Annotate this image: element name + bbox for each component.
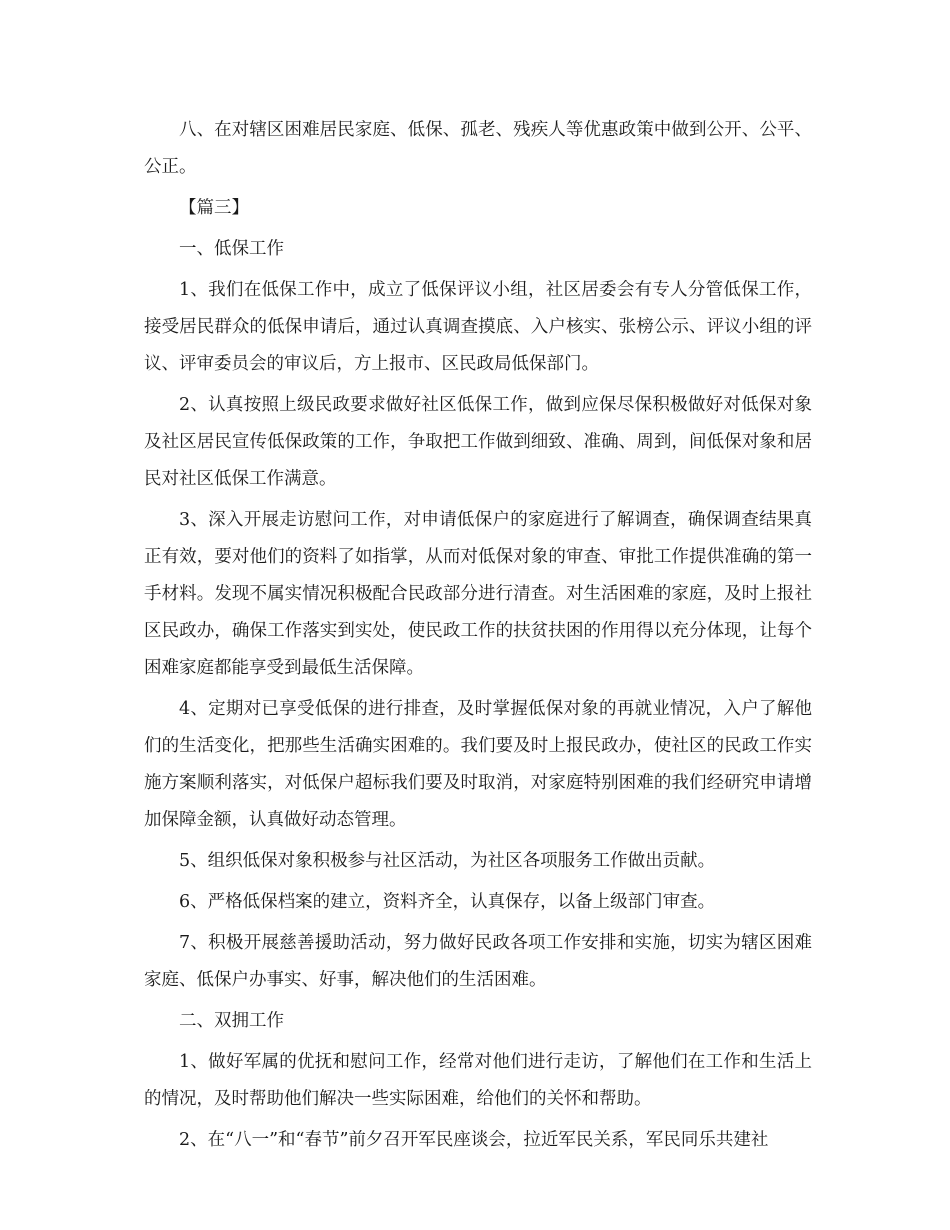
paragraph-subsistence-2: 2、认真按照上级民政要求做好社区低保工作，做到应保尽保积极做好对低保对象及社区居民宣传低保政策的工作，争取把工作做到细致、准确、周到，间低保对象和居民对社区低保工作满意。 bbox=[144, 395, 812, 489]
heading-part-three: 【篇三】 bbox=[179, 198, 249, 218]
paragraph-double-support-2: 2、在“八一”和“春节”前夕召开军民座谈会，拉近军民关系，军民同乐共建社 bbox=[179, 1130, 769, 1150]
document-page bbox=[144, 112, 812, 1163]
paragraph-subsistence-1: 1、我们在低保工作中，成立了低保评议小组，社区居委会有专人分管低保工作，接受居民群众的低保申请后，通过认真调查摸底、入户核实、张榜公示、评议小组的评议、评审委员会的审议后，方上报市、区民政局低保部门。 bbox=[144, 280, 812, 374]
paragraph-subsistence-7: 7、积极开展慈善援助活动，努力做好民政各项工作安排和实施，切实为辖区困难家庭、低保户办事实、好事，解决他们的生活困难。 bbox=[144, 933, 812, 990]
paragraph-subsistence-6: 6、严格低保档案的建立，资料齐全，认真保存，以备上级部门审查。 bbox=[179, 892, 716, 912]
paragraph-subsistence-5: 5、组织低保对象积极参与社区活动，为社区各项服务工作做出贡献。 bbox=[179, 851, 716, 871]
heading-double-support-work: 二、双拥工作 bbox=[179, 1011, 284, 1031]
paragraph-double-support-1: 1、做好军属的优抚和慰问工作，经常对他们进行走访，了解他们在工作和生活上的情况，及时帮助他们解决一些实际困难，给他们的关怀和帮助。 bbox=[144, 1052, 812, 1109]
paragraph-subsistence-4: 4、定期对已享受低保的进行排查，及时掌握低保对象的再就业情况，入户了解他们的生活变化，把那些生活确实困难的。我们要及时上报民政办，使社区的民政工作实施方案顺利落实，对低保户超标我们要及时取消，对家庭特别困难的我们经研究申请增加保障金额，认真做好动态管理。 bbox=[144, 699, 812, 830]
paragraph-section-eight: 八、在对辖区困难居民家庭、低保、孤老、残疾人等优惠政策中做到公开、公平、公正。 bbox=[144, 120, 812, 177]
heading-subsistence-work: 一、低保工作 bbox=[179, 239, 284, 259]
paragraph-subsistence-3: 3、深入开展走访慰问工作，对申请低保户的家庭进行了解调查，确保调查结果真正有效，要对他们的资料了如指掌，从而对低保对象的审查、审批工作提供准确的第一手材料。发现不属实情况积极配合民政部分进行清查。对生活困难的家庭，及时上报社区民政办，确保工作落实到实处，使民政工作的扶贫扶困的作用得以充分体现，让每个困难家庭都能享受到最低生活保障。 bbox=[144, 510, 812, 678]
